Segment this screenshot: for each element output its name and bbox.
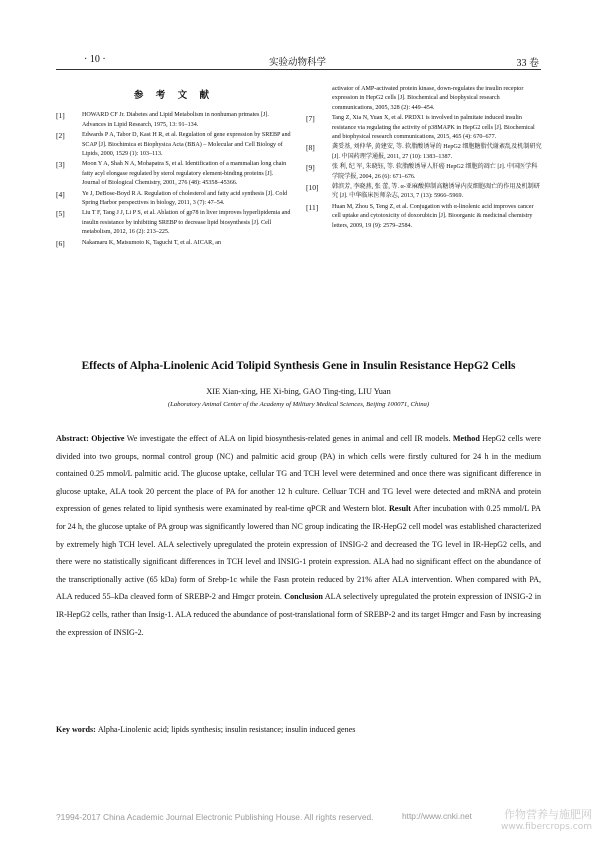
article-authors: XIE Xian-xing, HE Xi-bing, GAO Ting-ting, LIU Yuan (206, 387, 391, 396)
reference-number: [6] (56, 238, 65, 248)
method-text: HepG2 cells were divided into two groups, normal control group (NC) and palmitic acid group (PA) in which cells were firstly cultured for 24 h in the medium contained 0.25 mmol/L palmitic acid. The glucose uptake, cellular TG and TCH level were determined and once there was significant difference in glucose uptake, ALA took 20 percent the place of PA for another 12 h culture. Celluar TCH and TG level were detected and mRNA and protein expression of genes related to lipid synthesis were examinated by real-time qPCR and Western blot. (56, 434, 541, 514)
reference-item (306, 183, 542, 202)
conclusion-text: ALA selectively upregulated the protein expression of INSIG-2 in IR-HepG2 cells, rather than Insig-1. ALA reduced the abundance of post-translational form of SREBP-2 and its target Hmgcr and Fasn by increasing the expression of INSIG-2. (56, 592, 541, 637)
result-text: After incubation with 0.25 mmol/L PA for 24 h, the glucose uptake of PA group was significantly lowered than NC group indicating the IR-HepG2 cell model was established characterized by extremely high TCH level. ALA selectively upregulated the protein expression of INSIG-2 and decreased the TG level in IR-HepG2 cells, and there were no statistically significant differences in TCH level and INSIG-1 protein expression. ALA had no significant effect on the abundance of the transcriptionally active (65 kDa) form of Srebp-1c while the Fasn protein reduced by 21% after ALA intervention. When compared with PA, ALA reduced 55–kDa cleaved form of SREBP-2 and Hmgcr protein. (56, 504, 542, 602)
reference-number: [7] (306, 114, 315, 124)
page-number: · 10 · (84, 54, 106, 65)
reference-number: [9] (306, 163, 315, 173)
reference-item (306, 203, 542, 231)
reference-text: Tang Z, Xia N, Yuan X, et al. PRDX1 is involved in palmitate induced insulin resistance via regulating the activity of p38MAPK in HepG2 cells [J]. Biochemical and biophysical research communications, 2015, 465 (4): 670–677. (332, 115, 535, 141)
reference-item (56, 190, 292, 209)
abstract-label: Abstract: (56, 434, 92, 443)
reference-text: activator of AMP-activated protein kinase, down-regulates the insulin receptor expression in HepG2 cells [J]. Biochemical and biophysical research communications, 2005, 328 (2): 449–454. (332, 86, 524, 111)
reference-item (306, 143, 542, 162)
reference-item (56, 160, 292, 188)
reference-number: [10] (306, 183, 319, 193)
reference-item (56, 209, 292, 237)
reference-number: [3] (56, 160, 65, 170)
reference-text: Huan M, Zhou S, Teng Z, et al. Conjugation with α-linolenic acid improves cancer cell uptake and cytotoxicity of doxorubicin [J]. Bioorganic & medicinal chemistry letters, 2009, 19 (9): 2579–2584. (332, 203, 534, 229)
watermark (468, 808, 592, 834)
reference-text: 张 利, 纪 军, 朱晓钰, 等. 软脂酸诱导人肝癌 HepG2 细胞的凋亡 [J]. 中国医学科学院学报, 2004, 26 (6): 671–676. (332, 164, 538, 180)
conclusion-label: Conclusion (284, 592, 323, 602)
reference-number: [2] (56, 131, 65, 141)
references-list-right (306, 85, 542, 231)
references-list-left (56, 111, 292, 248)
objective-label: Objective (91, 434, 125, 443)
copyright-footer: ?1994-2017 China Academic Journal Electronic Publishing House. All rights reserved. (56, 812, 374, 822)
article-title: Effects of Alpha-Linolenic Acid Tolipid Synthesis Gene in Insulin Resistance HepG2 Cells (81, 360, 516, 372)
reference-number: [4] (56, 189, 65, 199)
reference-text: Moon Y A, Shah N A, Mohapatra S, et al. Identification of a mammalian long chain fatty acyl elongase regulated by sterol regulatory element-binding proteins [J]. Journal of Biological Chemistry, 2001, 276 (48): 45358–45366. (82, 161, 287, 187)
reference-text: Liu T F, Tang J J, Li P S, et al. Ablation of gp78 in liver improves hyperlipidemia and insulin resistance by inhibiting SREBP to decrease lipid biosynthesis [J]. Cell metabolism, 2012, 16 (2): 213–225. (82, 210, 291, 236)
references-left-column (56, 92, 292, 249)
reference-item (306, 163, 542, 182)
reference-item (306, 114, 542, 142)
reference-number: [5] (56, 209, 65, 219)
reference-number (306, 85, 332, 113)
reference-text: 韩滨芳, 李晓燕, 张 蕾, 等. α-亚麻酸抑制高糖诱导内皮细胞凋亡的作用及机制研究 [J]. 中华临床医师杂志, 2013, 7 (13): 5966–5969. (332, 184, 540, 200)
reference-text: Ye J, DeBose-Boyd R A. Regulation of cholesterol and fatty acid synthesis [J]. Cold Spring Harbor perspectives in biology, 2011, 3 (7): 47–54. (82, 190, 288, 207)
keywords (56, 725, 541, 734)
watermark-url: www.fibercrops.com (501, 822, 592, 832)
reference-text: 龚妥基, 刘仲华, 黄建安, 等. 软脂酸诱导的 HepG2 细胞糖脂代谢紊乱及机制研究 [J]. 中国药理学通报, 2011, 27 (10): 1383–1387. (332, 144, 542, 160)
reference-item (56, 239, 292, 248)
method-label: Method (452, 434, 480, 443)
objective-text: We investigate the effect of ALA on lipid biosynthesis-related genes in animal and cell IR models. (124, 434, 453, 443)
volume-label: 33 卷 (516, 58, 539, 69)
header-rule (56, 69, 541, 70)
abstract (56, 430, 541, 641)
site-link[interactable]: http://www.cnki.net (402, 811, 472, 821)
reference-number: [8] (306, 143, 315, 153)
keywords-label: Key words: (56, 725, 98, 734)
references-title: 参 考 文 献 (133, 91, 215, 101)
article-affiliation: (Laboratory Animal Center of the Academy of Military Medical Sciences, Beijing 100071, China) (167, 401, 430, 408)
keywords-text: Alpha-Linolenic acid; lipids synthesis; insulin resistance; insulin induced genes (97, 725, 356, 734)
reference-text: Nakamaru K, Matsumoto K, Taguchi T, et al. AICAR, an (82, 239, 222, 246)
reference-item (306, 85, 542, 113)
reference-text: HOWARD CF Jr. Diabetes and Lipid Metabolism in nonhuman primates [J]. Advances in Lipid Research, 1975, 13: 91–134. (82, 112, 269, 128)
watermark-text: 作物营养与施肥网 (504, 808, 592, 821)
reference-item (56, 111, 292, 130)
result-label: Result (388, 504, 411, 514)
reference-number: [1] (56, 111, 65, 121)
reference-text: Edwards P A, Tabor D, Kast H R, et al. Regulation of gene expression by SREBP and SCAP [J]. Biochimica et Biophysica Acta (BBA) – Molecular and Cell Biology of Lipids, 2000, 1529 (1): 103–113. (82, 132, 291, 158)
reference-number: [11] (306, 202, 319, 212)
journal-name: 实验动物科学 (268, 58, 326, 68)
references-right-column (306, 85, 542, 232)
reference-item (56, 131, 292, 159)
